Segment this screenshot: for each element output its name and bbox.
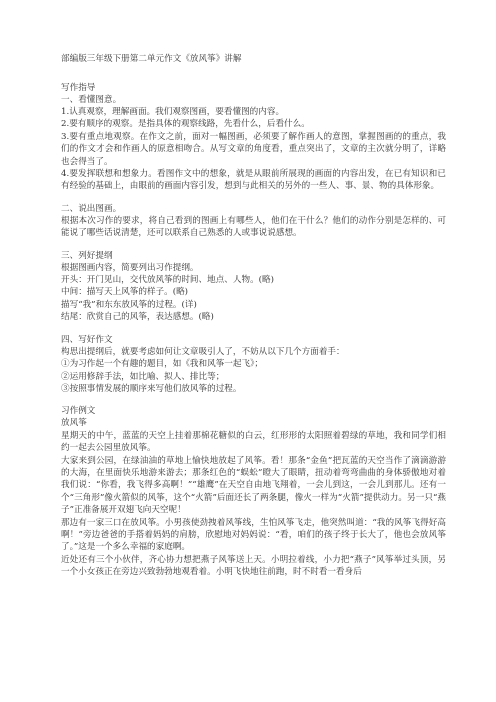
section-title: 四、写好作文	[61, 334, 113, 345]
section-line: 一、看懂图意。	[61, 95, 122, 105]
section-title: 三、列好提纲	[61, 250, 113, 261]
section-sample-essay	[61, 405, 446, 578]
essay-paragraph: 那边有一家三口在放风筝。小男孩使劲拽着风筝线，生怕风筝飞走，他突然叫道：“我的风筝飞得好高啊！”旁边爸爸的手搭着妈妈的肩膀，欣慰地对妈妈说：“看，咱们的孩子终于长大了，他也会放风筝了。”这是一个多么幸福的家庭啊。	[61, 517, 446, 553]
section-line: 根据图画内容，简要列出习作提纲。	[61, 262, 199, 273]
section-line: 构思出提纲后，就要考虑如何让文章吸引人了，不妨从以下几个方面着手：	[61, 346, 345, 357]
essay-title: 放风筝	[61, 418, 87, 429]
section-line: 根据本次习作的要求，将自己看到的图画上有哪些人，他们在干什么？他们的动作分别是怎样的、可能说了哪些话说清楚，还可以联系自己熟悉的人或事说说感想。	[61, 215, 446, 239]
essay-paragraph: 大家来到公园，在绿油油的草地上愉快地放起了风筝。看！那条“金鱼”把瓦蓝的天空当作了滴滴游游的大海，在里面快乐地游来游去；那条红色的“蜈蚣”瞪大了眼睛，扭动着弯弯曲曲的身体骄傲地对着我们说：“你看，我飞得多高啊！”“雄鹰”在天空自由地飞翔着，一会儿到这，一会儿到那儿。还有一个“三角形”像火箭似的风筝，这个“火箭”后面还长了两条腿，像火一样为“火箭”提供动力。另一只“燕子”正准备展开双翅飞向天空呢！	[61, 455, 446, 516]
section-outline	[61, 250, 446, 324]
section-title: 二、说出图画。	[61, 203, 122, 214]
section-line: ①为习作起一个有趣的题目，如《我和风筝一起飞》；	[61, 359, 263, 370]
document-title: 部编版三年级下册第二单元作文《放风筝》讲解	[61, 54, 242, 64]
essay-paragraph: 星期天的中午，蓝蓝的天空上挂着那棉花糖似的白云，红形形的太阳照着碧绿的草地，我和同学们相约一起去公园里放风筝。	[61, 430, 446, 454]
section-line: ②运用修辞手法，如比喻、拟人、排比等；	[61, 371, 225, 382]
section-line: 结尾：欣赏自己的风筝，表达感想。(略)	[61, 312, 214, 323]
section-line: ③按照事情发展的顺序来写他们放风筝的过程。	[61, 383, 242, 394]
section-writing-guide	[61, 82, 446, 193]
section-line: 2.要有顺序的观察。是指具体的观察线路，先看什么，后看什么。	[61, 119, 310, 130]
essay-paragraph: 近处还有三个小伙伴，齐心协力想把燕子风筝送上天。小明拉着线，小力把“燕子”风筝举过头顶，另一个小女孩正在旁边兴致勃勃地观看着。小明飞快地往前跑，时不时看一看身后	[61, 554, 446, 578]
section-line: 描写“我”和东东放风筝的过程。(详)	[61, 299, 197, 310]
section-line: 1.认真观察，理解画面。我们观察图画，要看懂图的内容。	[61, 107, 285, 117]
section-line: 3.要有重点地观察。在作文之前，面对一幅图画，必须要了解作画人的意图，掌握图画的的重点，我们的作文才会和作画人的原意相吻合。从写文章的角度看，重点突出了，文章的主次就分明了，详略也会得当了。	[61, 131, 446, 167]
section-write-essay	[61, 334, 446, 396]
section-line: 4.要发挥联想和想象力。看图作文中的想象，就是从眼前所展现的画面的内容出发，在已有知识和已有经验的基础上，由眼前的画面内容引发，想到与此相关的另外的一些人、事、景、物的具体形象。	[61, 169, 446, 192]
section-describe-picture	[61, 203, 446, 240]
section-line: 开头：开门见山，交代放风筝的时间、地点、人物。(略)	[61, 275, 274, 286]
section-title: 写作指导	[61, 83, 96, 93]
section-title: 习作例文	[61, 406, 96, 417]
section-line: 中间：描写天上风筝的样子。(略)	[61, 287, 189, 298]
